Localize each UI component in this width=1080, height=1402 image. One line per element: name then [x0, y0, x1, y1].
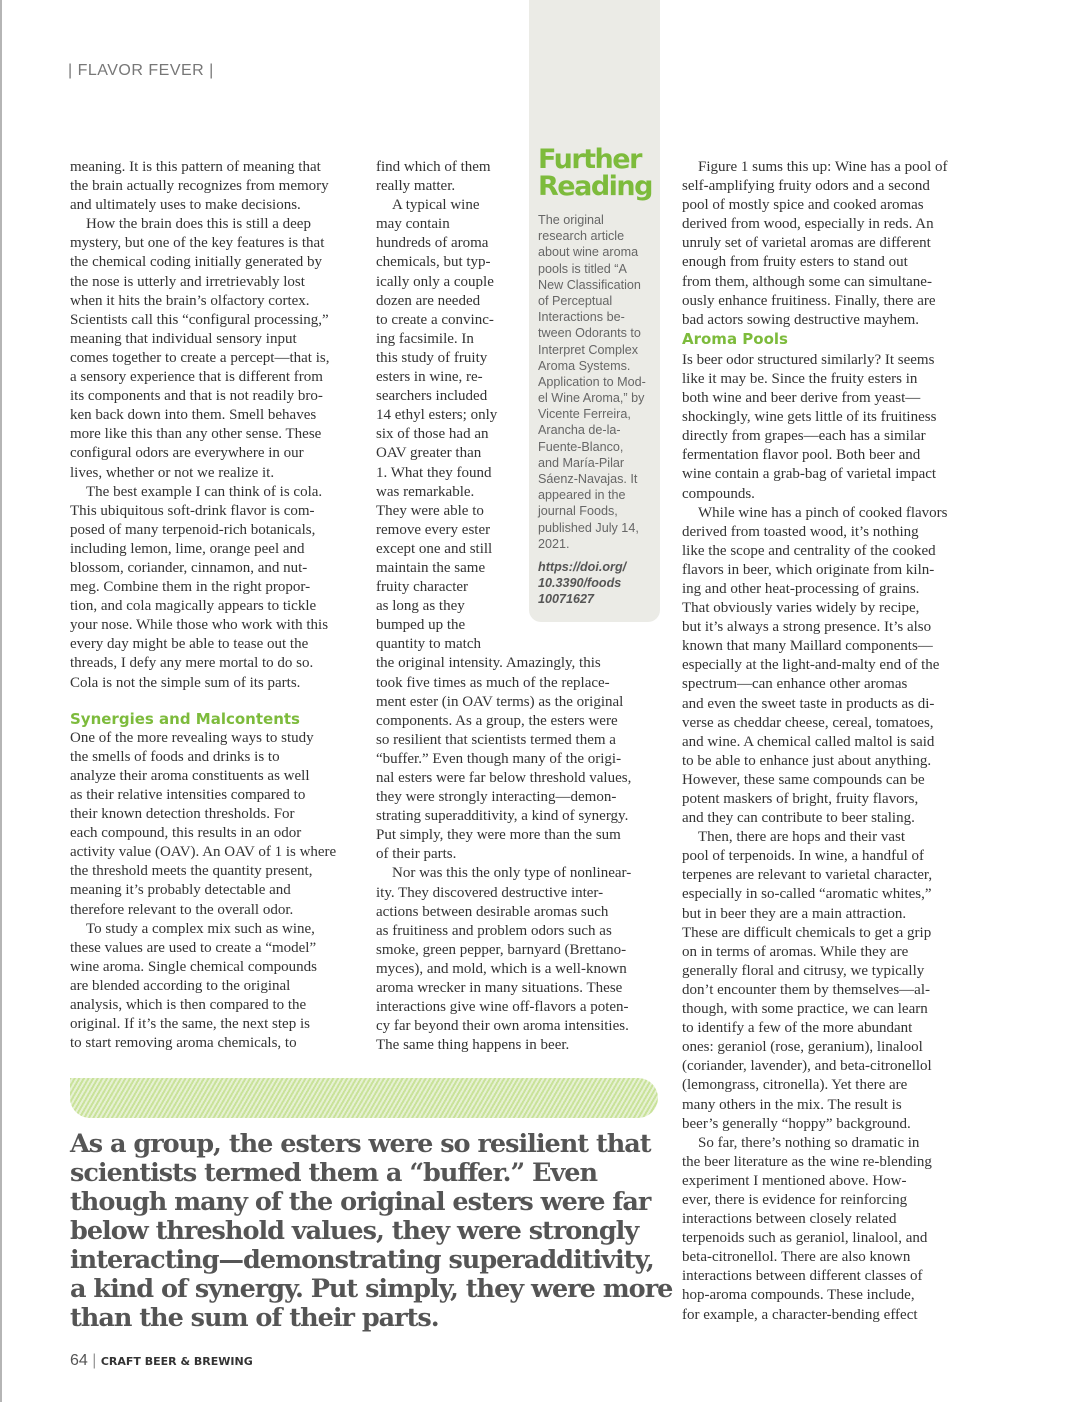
text-line: chemicals, but typ- — [376, 254, 491, 271]
text-line: shockingly, wine gets little of its fruitiness — [682, 409, 937, 426]
text-line: as their relative intensities compared to — [70, 787, 306, 803]
text-line: pools is titled “A — [538, 261, 627, 276]
text-line: OAV greater than — [376, 445, 482, 462]
column-4 — [682, 158, 967, 1325]
text-line: Cola is not the simple sum of its parts. — [70, 674, 301, 691]
text-line: That obviously varies widely by recipe, — [682, 600, 920, 617]
text-line: lives, whether or not we realize it. — [70, 464, 275, 481]
footer-separator: | — [92, 1352, 97, 1369]
text-line: fermentation flavor pool. Both beer and — [682, 447, 921, 464]
text-line: However, these same compounds can be — [682, 771, 925, 788]
text-line: This ubiquitous soft-drink flavor is com- — [70, 502, 315, 519]
text-line: about wine aroma — [538, 245, 639, 260]
text-line: wine aroma. Single chemical compounds — [70, 958, 318, 975]
text-line: their known detection thresholds. For — [70, 806, 295, 823]
text-line: Sáenz-Navajas. It — [538, 472, 638, 486]
text-line: hop-aroma compounds. These include, — [682, 1287, 915, 1304]
text-line: pool of terpenoids. In wine, a handful of — [682, 848, 925, 865]
text-line: below threshold values, they were strongly — [70, 1216, 639, 1246]
text-line: ken back down into them. Smell behaves — [70, 407, 317, 424]
text-line: components. As a group, the esters were — [376, 712, 618, 729]
text-line: bad actors sowing destructive mayhem. — [682, 311, 920, 328]
text-line: therefore relevant to the overall odor. — [70, 901, 294, 918]
page-number: 64 — [70, 1352, 88, 1369]
text-line: both wine and beer derive from yeast— — [682, 390, 921, 407]
text-line: self-amplifying fruity odors and a second — [682, 178, 930, 195]
text-line: journal Foods, — [538, 504, 618, 519]
text-line: the threshold meets the quantity present, — [70, 863, 313, 880]
text-line: While wine has a pinch of cooked flavors — [698, 504, 948, 521]
text-line: are blended according to the original — [70, 977, 291, 994]
text-line: for example, a character-bending effect — [682, 1306, 918, 1323]
text-line: but it’s always a strong presence. It’s also — [682, 619, 932, 636]
text-line: New Classification — [538, 277, 641, 292]
text-line: posed of many terpenoid-rich botanicals, — [70, 521, 316, 538]
text-line: A typical wine — [392, 197, 480, 214]
text-line: bumped up the — [376, 617, 466, 634]
text-line: meaning it’s probably detectable and — [70, 882, 291, 899]
text-line: tion, and cola magically appears to tickle — [70, 598, 317, 615]
text-line: took five times as much of the replace- — [376, 674, 610, 691]
text-line: especially in so-called “aromatic whites,” — [682, 886, 932, 903]
text-line: meaning. It is this pattern of meaning that — [70, 159, 321, 175]
text-line: configural odors are everywhere in our — [70, 445, 304, 462]
text-line: The original — [538, 213, 604, 227]
text-line: Nor was this the only type of nonlinear- — [392, 865, 632, 882]
column-2-text — [376, 158, 661, 1055]
column-1-text-b — [70, 729, 355, 1054]
text-line: interactions give wine off-flavors a poten- — [376, 999, 629, 1016]
text-line: of their parts. — [376, 846, 457, 863]
text-line: enough from fruity esters to stand out — [682, 254, 908, 271]
text-line: more like this than any other sense. These — [70, 426, 322, 443]
text-line: smoke, green pepper, barnyard (Brettano- — [376, 941, 627, 958]
text-line: Interpret Complex — [538, 342, 639, 357]
text-line: el Wine Aroma,” by — [538, 391, 645, 406]
text-line: Vicente Ferreira, — [538, 407, 631, 422]
text-line: actions between desirable aromas such — [376, 903, 609, 920]
page-footer — [70, 1352, 253, 1370]
text-line: as fruitiness and problem odors such as — [376, 922, 612, 939]
text-line: was remarkable. — [376, 483, 475, 500]
text-line: this study of fruity — [376, 349, 488, 366]
text-line: published July 14, — [538, 520, 639, 535]
text-line: ing facsimile. In — [376, 330, 474, 347]
text-line: activity value (OAV). An OAV of 1 is where — [70, 844, 337, 861]
column-1 — [70, 158, 355, 1053]
text-line: One of the more revealing ways to study — [70, 729, 314, 746]
text-line: meg. Combine them in the right propor- — [70, 579, 311, 596]
text-line: the original intensity. Amazingly, this — [376, 655, 601, 672]
text-line: directly from grapes—each has a similar — [682, 428, 926, 445]
text-line: ity. They discovered destructive inter- — [376, 884, 604, 901]
text-line: myces), and mold, which is a well-known — [376, 960, 627, 977]
text-line: Reading — [538, 171, 652, 202]
column-4-text-a — [682, 158, 967, 330]
text-line: a sensory experience that is different from — [70, 369, 323, 386]
text-line: interactions between closely related — [682, 1211, 897, 1228]
text-line: Application to Mod- — [538, 374, 646, 389]
text-line: Fuente-Blanco, — [538, 439, 624, 454]
text-line: the nose is utterly and irretrievably lost — [70, 273, 305, 290]
text-line: may contain — [376, 216, 450, 233]
text-line: quantity to match — [376, 636, 481, 653]
text-line: flavors in beer, which originate from kiln- — [682, 561, 935, 578]
text-line: So far, there’s nothing so dramatic in — [698, 1134, 920, 1151]
text-line: meaning that individual sensory input — [70, 330, 297, 347]
text-line: Is beer odor structured similarly? It seems — [682, 351, 935, 368]
text-line: comes together to create a percept—that is, — [70, 349, 330, 366]
text-line: these values are used to create a “model” — [70, 939, 317, 956]
text-line: https://doi.org/ — [538, 560, 627, 574]
text-line: though many of the original esters were far — [70, 1187, 651, 1217]
text-line: maintain the same — [376, 559, 486, 576]
text-line: every day might be able to tease out the — [70, 636, 309, 653]
text-line: strating superadditivity, a kind of synergy. — [376, 808, 629, 825]
text-line: They were able to — [376, 502, 484, 519]
text-line: though, with some practice, we can learn — [682, 1001, 928, 1018]
text-line: analyze their aroma constituents as well — [70, 767, 310, 784]
text-line: to be able to enhance just about anything. — [682, 752, 932, 769]
text-line: but in beer they are a main attraction. — [682, 905, 907, 922]
text-line: fruity character — [376, 579, 469, 596]
text-line: so resilient that scientists termed them a — [376, 731, 616, 748]
text-line: to identify a few of the more abundant — [682, 1020, 913, 1037]
text-line: The best example I can think of is cola. — [86, 483, 323, 500]
column-4-text-b — [682, 351, 967, 1325]
text-line: tween Odorants to — [538, 326, 641, 341]
text-line: they were strongly interacting—demon- — [376, 789, 617, 806]
text-line: potent maskers of bright, fruity flavors, — [682, 791, 919, 807]
text-line: unruly set of varietal aromas are different — [682, 235, 931, 252]
text-line: “buffer.” Even though many of the origi- — [376, 750, 622, 767]
text-line: dozen are needed — [376, 292, 481, 309]
text-line: threads, I defy any mere mortal to do so. — [70, 655, 314, 672]
text-line: Figure 1 sums this up: Wine has a pool of — [698, 159, 948, 175]
text-line: many others in the mix. The result is — [682, 1096, 902, 1113]
text-line: analysis, which is then compared to the — [70, 997, 307, 1014]
text-line: research article — [538, 229, 625, 244]
text-line: nal esters were far below threshold values, — [376, 770, 632, 786]
text-line: beer’s generally “hoppy” background. — [682, 1115, 911, 1132]
text-line: your nose. While those who work with this — [70, 617, 329, 634]
text-line: experiment I mentioned above. How- — [682, 1172, 907, 1189]
text-line: cy far beyond their own aroma intensities. — [376, 1018, 629, 1035]
text-line: Further — [538, 144, 641, 175]
text-line: known that many Maillard components— — [682, 638, 933, 655]
text-line: esters in wine, re- — [376, 369, 483, 386]
text-line: To study a complex mix such as wine, — [86, 920, 315, 937]
text-line: its components and that is not readily bro- — [70, 388, 323, 405]
text-line: How the brain does this is still a deep — [86, 216, 311, 233]
text-line: blossom, coriander, cinnamon, and nut- — [70, 559, 308, 576]
text-line: the beer literature as the wine re-blending — [682, 1153, 932, 1170]
text-line: hundreds of aroma — [376, 235, 489, 252]
text-line: derived from wood, especially in reds. An — [682, 216, 934, 233]
text-line: appeared in the — [538, 488, 626, 503]
text-line: except one and still — [376, 540, 493, 557]
text-line: As a group, the esters were so resilient that — [70, 1129, 651, 1159]
text-line: searchers included — [376, 388, 488, 405]
text-line: remove every ester — [376, 521, 491, 538]
text-line: ment ester (in OAV terms) as the original — [376, 693, 624, 710]
text-line: each compound, this results in an odor — [70, 825, 302, 842]
text-line: 10.3390/foods — [538, 576, 622, 591]
pull-quote — [70, 1130, 672, 1333]
text-line: and they can contribute to beer staling. — [682, 810, 915, 827]
text-line: 10071627 — [538, 592, 595, 607]
text-line: compounds. — [682, 485, 755, 502]
text-line: Aroma Systems. — [538, 358, 631, 373]
column-2 — [376, 158, 661, 1055]
text-line: generally floral and citrusy, we typically — [682, 962, 925, 979]
text-line: terpenoids such as geraniol, linalool, and — [682, 1230, 928, 1247]
text-line: pool of mostly spice and cooked aromas — [682, 197, 924, 214]
text-line: the smells of foods and drinks is to — [70, 748, 280, 765]
text-line: 1. What they found — [376, 464, 492, 481]
text-line: and even the sweet taste in products as di- — [682, 695, 935, 712]
text-line: scientists termed them a “buffer.” Even — [70, 1158, 598, 1188]
text-line: to create a convinc- — [376, 311, 494, 328]
text-line: a kind of synergy. Put simply, they were more — [70, 1274, 673, 1304]
decorative-hatch-bar — [70, 1078, 658, 1118]
text-line: the chemical coding initially generated by — [70, 254, 322, 271]
text-line: These are difficult chemicals to get a grip — [682, 924, 932, 941]
text-line: derived from toasted wood, it’s nothing — [682, 523, 919, 540]
text-line: from them, although some can simultane- — [682, 273, 932, 290]
text-line: and ultimately uses to make decisions. — [70, 197, 301, 214]
running-head: | FLAVOR FEVER | — [68, 62, 214, 79]
text-line: Interactions be- — [538, 310, 625, 325]
text-line: ically only a couple — [376, 273, 494, 290]
text-line: the brain actually recognizes from memory — [70, 178, 329, 195]
text-line: six of those had an — [376, 426, 489, 443]
text-line: wine contain a grab-bag of varietal impact — [682, 466, 937, 483]
text-line: ones: geraniol (rose, geranium), linalool — [682, 1039, 923, 1056]
column-1-text-a — [70, 158, 355, 693]
text-line: (lemongrass, citronella). Yet there are — [682, 1077, 908, 1094]
text-line: aroma wrecker in many situations. These — [376, 980, 623, 997]
text-line: Put simply, they were more than the sum — [376, 827, 621, 844]
text-line: Then, there are hops and their vast — [698, 829, 906, 846]
section-heading-synergies: Synergies and Malcontents — [70, 709, 300, 728]
text-line: don’t encounter them by themselves—al- — [682, 981, 930, 998]
magazine-name: CRAFT BEER & BREWING — [100, 1355, 253, 1368]
text-line: especially at the light-and-malty end of the — [682, 657, 940, 674]
text-line: find which of them — [376, 159, 491, 175]
text-line: ever, there is evidence for reinforcing — [682, 1191, 908, 1208]
text-line: like the scope and centrality of the cooked — [682, 542, 936, 559]
text-line: than the sum of their parts. — [70, 1303, 439, 1333]
text-line: on in terms of aromas. While they are — [682, 943, 909, 960]
text-line: terpenes are relevant to varietal character, — [682, 867, 933, 884]
text-line: verse as cheddar cheese, cereal, tomatoes, — [682, 714, 934, 731]
text-line: as long as they — [376, 598, 465, 615]
text-line: ously enhance fruitiness. Finally, there are — [682, 292, 936, 309]
text-line: mystery, but one of the key features is that — [70, 235, 325, 252]
section-heading-aroma-pools: Aroma Pools — [682, 329, 788, 348]
text-line: beta-citronellol. There are also known — [682, 1249, 911, 1266]
text-line: and María-Pilar — [538, 455, 625, 470]
text-line: of Perceptual — [538, 293, 613, 308]
text-line: 2021. — [538, 536, 570, 551]
text-line: Arancha de-la- — [538, 423, 621, 438]
text-line: original. If it’s the same, the next step is — [70, 1016, 310, 1033]
text-line: including lemon, lime, orange peel and — [70, 540, 305, 557]
text-line: interacting—demonstrating superadditivity, — [70, 1245, 654, 1275]
text-line: The same thing happens in beer. — [376, 1037, 570, 1054]
text-line: Scientists call this “configural processing,” — [70, 311, 329, 328]
text-line: spectrum—can enhance other aromas — [682, 676, 908, 693]
text-line: interactions between different classes of — [682, 1268, 923, 1285]
text-line: like it may be. Since the fruity esters in — [682, 370, 918, 387]
text-line: (coriander, lavender), and beta-citronellol — [682, 1058, 932, 1075]
text-line: ing and other heat-processing of grains. — [682, 580, 920, 597]
text-line: to start removing aroma chemicals, to — [70, 1035, 297, 1052]
text-line: and wine. A chemical called maltol is said — [682, 733, 935, 750]
text-line: 14 ethyl esters; only — [376, 407, 498, 424]
text-line: really matter. — [376, 178, 456, 195]
text-line: when it hits the brain’s olfactory cortex. — [70, 292, 310, 309]
